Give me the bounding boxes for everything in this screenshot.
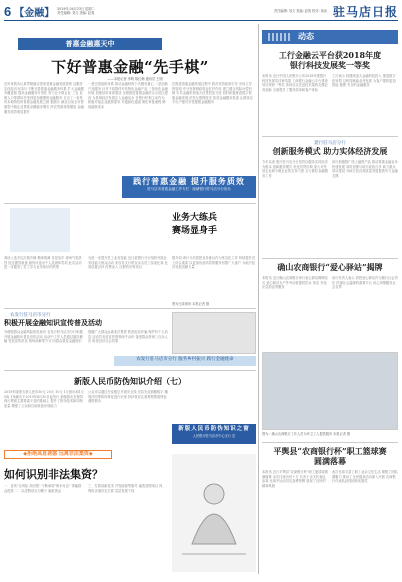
section-rule (4, 203, 256, 204)
date-line: 2019年 04月23日 星期二 (57, 7, 95, 11)
competition-caption: 图为比赛现场 本报记者 摄 (172, 302, 210, 306)
section-rule (262, 442, 398, 443)
photo-queshan (262, 352, 398, 430)
icbc-col-1: 本报讯 近日中国人民银行公布2018年度银行科技发展奖评审结果 工商银行金融云平台建设项目荣获一等奖 该项目以先进技术架构支撑业务创新 全面提升了服务效率和客户体验 (262, 74, 328, 92)
fundraising-banner: ◆拒绝高息诱惑 远离非法集资◆ (4, 450, 112, 459)
competition-col-2: 赛场上选手们沉着冷静 精神饱满 各显身手 现场气氛热烈 经过激烈角逐 最终评选出个人及团体奖项 此次活动进一步激发了员工学习业务知识的热情 (4, 256, 82, 270)
lead-col-1: 近年来我市认真贯彻落实国家普惠金融发展规划 以服务实体经济为导向 不断完善普惠金融服务体系 扩大金融服务覆盖面 提高金融服务可得性 努力让小微企业 三农 贫困人口等群体享受到更加便捷的金融服务 走出了一条具有本地特色的普惠金融发展之路 据统计 截至目前全市普惠型小微企业贷款余额稳步增长 涉农贷款持续增加 金融服务质效明显提升 (4, 82, 84, 114)
rmb-title: 新版人民币防伪知识介绍（七） (74, 376, 186, 386)
ccb-title: 创新服务模式 助力实体经济发展 (272, 146, 388, 156)
fundraising-question: 如何识别非法集资？ (4, 468, 103, 481)
section-name: 【金融】 (14, 7, 55, 19)
promo-title: 践行普惠金融 提升服务质效 (133, 177, 245, 186)
adbc-col-1: 为增强群众金融风险防范意识 农发行驻马店市分行积极开展金融知识普及宣传活动 活动中工作人员通过悬挂横幅 发放宣传折页 现场讲解等方式 向群众普及金融知识 (4, 330, 83, 344)
byline: ——本报记者 李明 陈红梅 通讯员 王刚 (107, 77, 163, 81)
right-meta: 责任编辑: 刘文 美编: 赵爽 校对: 周冰 (274, 9, 327, 13)
adbc-title: 积极开展金融知识宣传普及活动 (4, 318, 102, 327)
column-divider (258, 24, 259, 574)
competition-col-3: 据介绍 该行今后将把业务练兵作为常态化工作 持续提升员工综合素质 以更加优质高效的服务回馈广大客户 为地方经济发展贡献力量 (172, 256, 256, 270)
fundraising-col-1: 一、宣传"无风险 高回报" 不断承诺"保本付息" 诱骗群众投资 二、以虚假项目为幌子 骗取资金 (4, 484, 82, 493)
illustration-moneybag-icon (172, 454, 256, 572)
queshan-caption: 图为：确山农商银行工作人员为环卫工人提供服务 本报记者 摄 (262, 432, 351, 436)
ccb-col-1: 今年以来 建行驻马店分行坚持以服务实体经济为根本 创新服务模式 优化信贷结构 加大对民营企业和小微企业的支持力度 全力做好金融服务工作 (262, 160, 328, 178)
rmb-promo-subtitle: 人民银行驻马店市中心支行 宣 (192, 434, 236, 438)
page-number: 6 (4, 3, 12, 19)
queshan-col-2: 该行负责人表示 将把爱心驿站作为履行社会责任 传递社会温暖的重要平台 用心用情服务社会各界 (332, 276, 398, 290)
pingyu-title: 平舆县“农商银行杯”职工篮球赛 圆满落幕 (273, 446, 387, 466)
adbc-kicker: 农发行驻马店市分行 (10, 313, 51, 318)
pingyu-col-1: 本报讯 近日平舆县“农商银行杯”职工篮球赛圆满落幕 本次比赛历时十天 共有十余支代表队参赛 比赛中运动员们奋勇拼搏 展现了良好的精神风貌 (262, 470, 328, 488)
section-rule (4, 370, 256, 371)
fundraising-col-2: 三、打着高新技术 开发能源等旗号 编造虚假项目 四、利用亲朋好友关系 层层发展下线 (88, 484, 166, 493)
header-rule (4, 20, 398, 21)
icbc-title: 工行金融云平台获2018年度 银行科技发展奖一等奖 (278, 50, 382, 70)
main-headline: 下好普惠金融“先手棋” (51, 58, 209, 76)
rmb-promo-title: 新版人民币防伪知识之窗 (178, 426, 250, 432)
queshan-col-1: 本报讯 近日确山农商银行举行爱心驿站揭牌仪式 爱心驿站为户外劳动者提供饮水 休息 充电 应急药品等服务 (262, 276, 328, 290)
promo-banner-rmb (172, 424, 256, 444)
rmb-col-2: 公众可以通过光变镂空开窗安全线 光彩光变面额数字 雕刻凹印等防伪特征进行识别 持钞者应注意观察票面特征 谨防假币 (88, 390, 168, 404)
photo-competition (10, 208, 70, 252)
pingyu-col-2: 此次比赛丰富了职工业余文化生活 增强了团队凝聚力 推动了全民健身活动深入开展 农商银行代表队获得团体优胜奖 (332, 470, 398, 484)
rmb-col-1: 2019年版第五套人民币50元 20元 10元 1元纸币和1元 5角 1角硬币于2019年8月30日起发行 新版纸币在保持现行票面主要要素不变的基础上 提升了防伪技术和印制质量 增强了公众和自助设备识别能力 (4, 390, 84, 408)
page-header-left (4, 3, 154, 19)
icbc-col-2: 工行表示 将继续加大金融科技投入 推进数字化转型 以科技赋能业务发展 为客户提供更加智能 便捷 安全的金融服务 (332, 74, 396, 88)
page-header-right (158, 3, 398, 19)
header-meta (57, 7, 94, 15)
competition-col-1: 为进一步提升员工业务技能 近日某银行分行组织开展业务技能大练兵活动 来自各支行的百余名员工参加比赛 比赛设置点钞 传票录入 反假货币等项目 (88, 256, 168, 270)
lead-col-2: 一是完善组织体系 推动金融机构下沉服务重心 二是创新产品服务 针对不同群体开发特色金融产品 三是优化金融环境 加强信用体系建设 全面推进普惠金融综合示范区建设 为县域经济发展注入金融活水 各银行机构主动作为 积极对接企业融资需求 开通绿色通道 简化审批流程 降低融资成本 (88, 82, 168, 109)
promo-subtitle: 驻马店市普惠金融工作专栏 · 邮储银行驻马店分行协办 (147, 187, 231, 191)
ccb-kicker: 建行驻马店分行 (314, 141, 346, 146)
topic-banner: 普惠金融惠天中 (18, 38, 162, 50)
news-dynamic-banner: 动态 (262, 30, 398, 44)
masthead: 驻马店日报 (332, 4, 398, 19)
editor-line: 责任编辑: 刘文 美编: 赵爽 (57, 11, 95, 15)
section-rule (262, 258, 398, 259)
section-title-competition: 业务大练兵 赛场显身手 (172, 213, 218, 236)
lead-col-3: 在推进普惠金融发展过程中 我市坚持政府引导 市场主导的原则 充分发挥财政资金杠杆作用 建立健全风险补偿机制 引导金融机构加大信贷投放力度 同时积极推进数字普惠金融发展 依托互联网技术 拓宽金融服务渠道 让群体足不出户便可享受便捷金融服务 (172, 82, 253, 105)
ccb-col-2: 该行积极推广线上融资产品 推动普惠金融业务快速发展 同时加强与地方政府合作 助力重点项目建设 为地方经济高质量发展提供有力金融支撑 (332, 160, 398, 178)
photo-adbc (172, 312, 256, 354)
section-rule (262, 136, 398, 137)
adbc-col-2: 提醒广大群众远离非法集资 防范电信诈骗 保护好个人信息 活动共发放宣传资料两千余份 接受群众咨询三百余人次 取得良好社会效果 (88, 330, 168, 344)
promo-banner-inclusive (122, 176, 256, 198)
section-rule (4, 308, 256, 309)
queshan-title: 确山农商银行“爱心驿站”揭牌 (277, 262, 383, 272)
adbc-sub-banner: 农发行驻马店市分行 服务乡村振兴 践行金融使命 (114, 356, 256, 366)
